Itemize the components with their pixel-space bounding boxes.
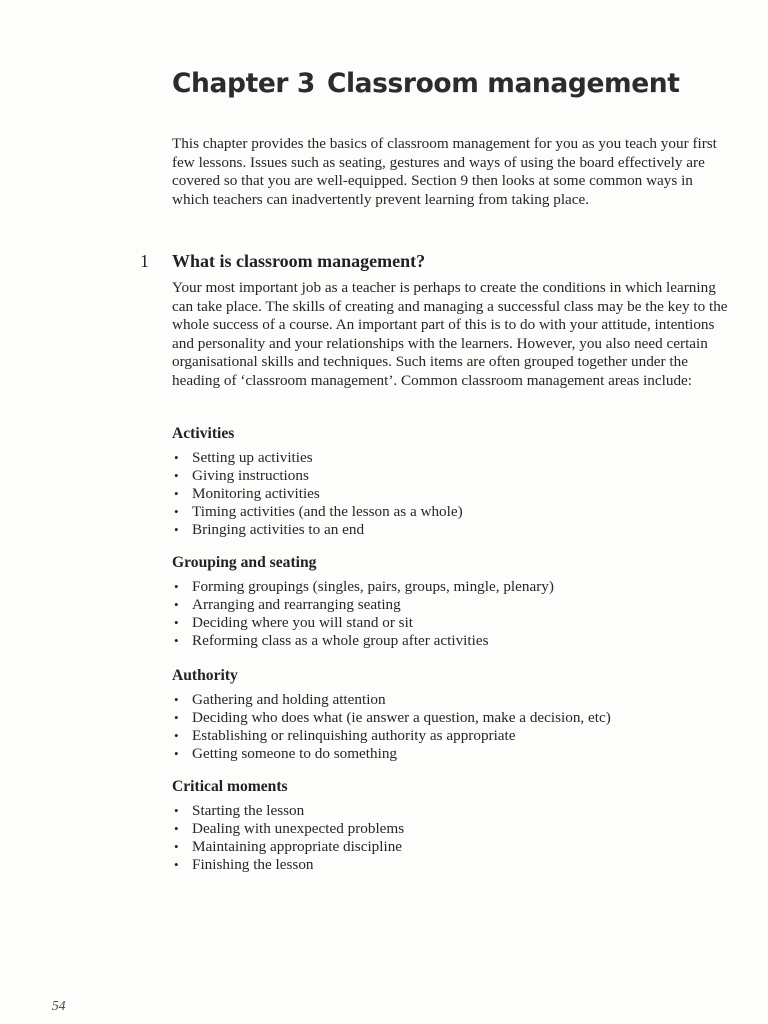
group-heading: Authority (172, 667, 238, 684)
list-item: • Arranging and rearranging seating (172, 596, 732, 614)
bullet-list (172, 449, 732, 539)
page-number: 54 (52, 998, 66, 1013)
bullet-list (172, 802, 732, 874)
list-item: • Timing activities (and the lesson as a whole) (172, 503, 732, 521)
list-item: • Maintaining appropriate discipline (172, 838, 732, 856)
chapter-intro: This chapter provides the basics of classroom management for you as you teach your first few lessons. Issues such as seating, gestures and ways of using the board effectively are covered so that you are well-equipped. Section 9 then looks at some common ways in which teachers can inadvertently prevent learning from taking place. (172, 135, 717, 208)
chapter-name: Classroom management (326, 68, 680, 99)
list-item: • Bringing activities to an end (172, 521, 732, 539)
bullet-list (172, 578, 732, 650)
list-item: • Dealing with unexpected problems (172, 820, 732, 838)
group-heading: Critical moments (172, 778, 288, 795)
section-heading (140, 251, 740, 272)
chapter-title (172, 68, 680, 99)
list-item: • Gathering and holding attention (172, 691, 732, 709)
section-body: Your most important job as a teacher is perhaps to create the conditions in which learning can take place. The skills of creating and managing a successful class may be the key to the whole success of a course. An important part of this is to do with your attitude, intentions and personality and your relationships with the learners. However, you also need certain organisational skills and techniques. Such items are often grouped together under the heading of ‘classroom management’. Common classroom management areas include: (172, 279, 728, 389)
list-item: • Reforming class as a whole group after activities (172, 632, 732, 650)
chapter-number: Chapter 3 (172, 68, 315, 99)
list-item: • Forming groupings (singles, pairs, groups, mingle, plenary) (172, 578, 732, 596)
list-item: • Deciding who does what (ie answer a question, make a decision, etc) (172, 709, 732, 727)
group-critical-moments (172, 778, 732, 874)
group-grouping-and-seating (172, 554, 732, 650)
bullet-list (172, 691, 732, 763)
list-item: • Establishing or relinquishing authority as appropriate (172, 727, 732, 745)
group-heading: Activities (172, 425, 235, 442)
list-item: • Setting up activities (172, 449, 732, 467)
list-item: • Finishing the lesson (172, 856, 732, 874)
group-activities (172, 425, 732, 539)
list-item: • Starting the lesson (172, 802, 732, 820)
group-heading: Grouping and seating (172, 554, 317, 571)
list-item: • Deciding where you will stand or sit (172, 614, 732, 632)
list-item: • Giving instructions (172, 467, 732, 485)
section-title: What is classroom management? (172, 251, 426, 271)
list-item: • Getting someone to do something (172, 745, 732, 763)
list-item: • Monitoring activities (172, 485, 732, 503)
group-authority (172, 667, 732, 763)
section-number: 1 (140, 251, 149, 271)
